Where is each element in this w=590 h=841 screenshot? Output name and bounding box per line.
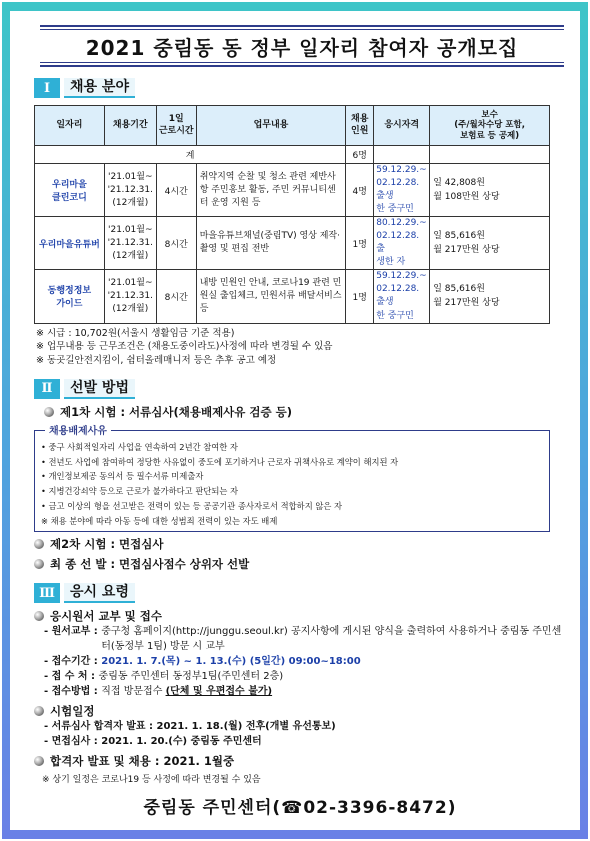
list-item: • 중구 사회적일자리 사업을 연속하여 2년간 참여한 자	[41, 441, 238, 452]
notes	[34, 327, 566, 368]
job-hours: 8시간	[156, 217, 196, 270]
section-1-number: Ⅰ	[34, 78, 60, 98]
table-row	[35, 270, 550, 323]
job-duty: 취약지역 순찰 및 청소 관련 제반사항 주민홍보 활동, 주민 커뮤니티센터 운영 지원 등	[196, 164, 346, 217]
job-qual: 59.12.29.~ 02.12.28.출생 한 중구민	[374, 270, 430, 323]
exam-schedule	[34, 719, 566, 749]
list-item: • 지병건강쇠약 등으로 근로가 불가하다고 판단되는 자	[41, 486, 239, 497]
job-period: '21.01월~ '21.12.31. (12개월)	[104, 164, 156, 217]
header-duty: 업무내용	[196, 106, 346, 146]
job-name: 우리마을유튜버	[35, 217, 105, 270]
document-result: - 서류심사 합격자 발표 : 2021. 1. 18.(월) 전후(개별 유선통보)	[44, 721, 336, 733]
header-period: 채용기간	[104, 106, 156, 146]
section-1-header	[34, 77, 566, 99]
second-exam: 제2차 시험 : 면접심사	[34, 536, 566, 552]
header-job: 일자리	[35, 106, 105, 146]
apply-details	[34, 624, 566, 699]
header-pay: 보수 (주/월차수당 포함, 보험료 등 공제)	[430, 106, 550, 146]
job-count: 1명	[346, 270, 374, 323]
job-hours: 4시간	[156, 164, 196, 217]
schedule-notice: ※ 상기 일정은 코로나19 등 사정에 따라 변경될 수 있음	[42, 775, 261, 786]
section-2-header	[34, 378, 566, 400]
table-row	[35, 217, 550, 270]
list-item: • 개인정보제공 동의서 등 필수서류 미제출자	[41, 471, 204, 482]
job-count: 1명	[346, 217, 374, 270]
application-method: - 접수방법 : 직접 방문접수 (단체 및 우편접수 불가)	[44, 686, 273, 698]
list-item: • 전년도 사업에 참여하여 정당한 사유없이 중도에 포기하거나 근로자 귀책사유로 계약이 해지된 자	[41, 456, 399, 467]
form-distribution: - 원서교부 : 중구청 홈페이지(http://junggu.seoul.kr) 공지사항에 게시된 양식을 출력하여 사용하거나 중림동 주민센터(동정부 1팀) 방문 시 교부	[44, 626, 562, 653]
final-selection: 최 종 선 발 : 면접심사점수 상위자 선발	[34, 556, 566, 572]
header-qual: 응시자격	[374, 106, 430, 146]
job-period: '21.01월~ '21.12.31. (12개월)	[104, 217, 156, 270]
jobs-table	[34, 105, 550, 324]
bullet-icon	[34, 559, 44, 569]
job-pay: 일 42,808원 월 108만원 상당	[430, 164, 550, 217]
page-frame	[2, 2, 588, 839]
job-hours: 8시간	[156, 270, 196, 323]
exclusion-reasons-title: 채용배제사유	[45, 423, 111, 441]
job-name: 동행정정보 가이드	[35, 270, 105, 323]
bullet-icon	[34, 539, 44, 549]
section-1-title: 채용 분야	[64, 78, 135, 98]
job-count: 4명	[346, 164, 374, 217]
job-pay: 일 85,616원 월 217만원 상당	[430, 270, 550, 323]
job-duty: 마을유튜브채널(중림TV) 영상 제작·촬영 및 편집 전반	[196, 217, 346, 270]
job-pay: 일 85,616원 월 217만원 상당	[430, 217, 550, 270]
result-announcement: 합격자 발표 및 채용 : 2021. 1월중	[34, 753, 566, 769]
section-3-title: 응시 요령	[64, 583, 135, 603]
title-bar	[40, 25, 564, 67]
list-item: • 금고 이상의 형을 선고받은 전력이 있는 등 공공기관 종사자로서 적합하지 않은 자	[41, 500, 343, 511]
apply-heading: 응시원서 교부 및 접수	[34, 608, 566, 624]
interview-date: - 면접심사 : 2021. 1. 20.(수) 중림동 주민센터	[44, 736, 262, 748]
note-conditions: ※ 업무내용 등 근무조건은 (채용도중이라도)사정에 따라 변경될 수 있음	[36, 341, 333, 353]
note-wage: ※ 시급 : 10,702원(서울시 생활임금 기준 적용)	[36, 327, 235, 339]
section-2-title: 선발 방법	[64, 379, 135, 399]
job-period: '21.01월~ '21.12.31. (12개월)	[104, 270, 156, 323]
job-name: 우리마을 클린코디	[35, 164, 105, 217]
total-label: 계	[35, 146, 346, 164]
first-exam: 제1차 시험 : 서류심사(채용배제사유 검증 등)	[44, 404, 566, 420]
section-3-number: Ⅲ	[34, 583, 60, 603]
section-2-number: Ⅱ	[34, 379, 60, 399]
list-item: ※ 채용 분야에 따라 아동 등에 대한 성범죄 전력이 있는 자도 배제	[41, 515, 278, 526]
page-title: 2021 중림동 동 정부 일자리 참여자 공개모집	[85, 35, 519, 60]
note-future: ※ 동곳길안전지킴이, 쉼터올레매니저 등은 추후 공고 예정	[36, 355, 277, 367]
application-period: - 접수기간 : 2021. 1. 7.(목) ~ 1. 13.(수) (5일간) 09:00~18:00	[44, 656, 361, 668]
bullet-icon	[34, 706, 44, 716]
total-count: 6명	[346, 146, 374, 164]
bullet-icon	[34, 756, 44, 766]
job-qual: 80.12.29.~ 02.12.28.출 생한 자	[374, 217, 430, 270]
contact-footer: 중림동 주민센터(☎02-3396-8472)	[143, 798, 457, 819]
application-place: - 접 수 처 : 중림동 주민센터 동정부1팀(주민센터 2층)	[44, 671, 284, 683]
header-count: 채용 인원	[346, 106, 374, 146]
bullet-icon	[44, 407, 54, 417]
section-3-header	[34, 582, 566, 604]
exclusion-reasons-box	[34, 425, 550, 533]
header-hours: 1일 근로시간	[156, 106, 196, 146]
table-row	[35, 164, 550, 217]
exam-schedule-heading: 시험일정	[34, 703, 566, 719]
job-qual: 59.12.29.~ 02.12.28.출생 한 중구민	[374, 164, 430, 217]
document-body	[10, 11, 580, 830]
job-duty: 내방 민원인 안내, 코로나19 관련 민원실 출입체크, 민원서류 배달서비스 등	[196, 270, 346, 323]
bullet-icon	[34, 611, 44, 621]
